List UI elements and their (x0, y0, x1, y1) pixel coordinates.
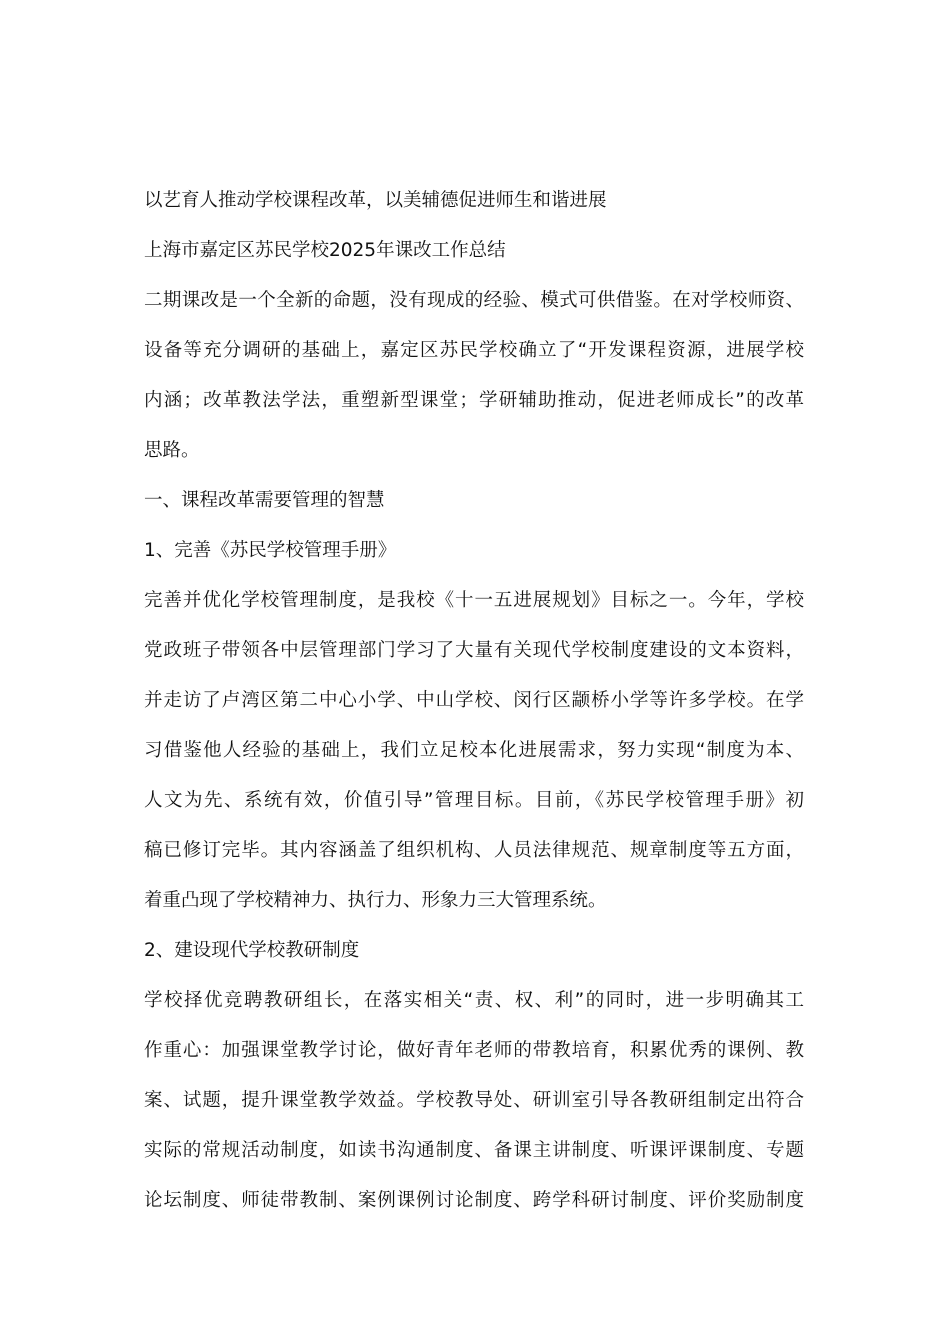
paragraph-line: 习借鉴他人经验的基础上，我们立足校本化进展需求，努力实现“制度为本、 (144, 740, 804, 761)
paragraph-line: 学校择优竞聘教研组长，在落实相关“责、权、利”的同时，进一步明确其工 (144, 990, 804, 1011)
document-body (144, 176, 804, 1226)
paragraph-line: 实际的常规活动制度，如读书沟通制度、备课主讲制度、听课评课制度、专题 (144, 1140, 804, 1161)
document-title: 以艺育人推动学校课程改革，以美辅德促进师生和谐进展 (144, 190, 607, 211)
paragraph-line: 并走访了卢湾区第二中心小学、中山学校、闵行区颛桥小学等许多学校。在学 (144, 690, 804, 711)
paragraph-line: 人文为先、系统有效，价值引导”管理目标。目前，《苏民学校管理手册》初 (144, 790, 804, 811)
paragraph-line: 内涵；改革教法学法，重塑新型课堂；学研辅助推动，促进老师成长”的改革 (144, 390, 804, 411)
paragraph-line: 论坛制度、师徒带教制、案例课例讨论制度、跨学科研讨制度、评价奖励制度 (144, 1190, 804, 1211)
paragraph-line: 作重心：加强课堂教学讨论，做好青年老师的带教培育，积累优秀的课例、教 (144, 1040, 804, 1061)
paragraph-line: 案、试题，提升课堂教学效益。学校教导处、研训室引导各教研组制定出符合 (144, 1090, 804, 1111)
paragraph-line: 完善并优化学校管理制度，是我校《十一五进展规划》目标之一。今年，学校 (144, 590, 804, 611)
paragraph-line: 思路。 (144, 440, 200, 461)
section-heading: 一、课程改革需要管理的智慧 (144, 490, 385, 511)
paragraph-line: 设备等充分调研的基础上，嘉定区苏民学校确立了“开发课程资源，进展学校 (144, 340, 804, 361)
item-heading: 2、建设现代学校教研制度 (144, 940, 360, 961)
paragraph-line: 着重凸现了学校精神力、执行力、形象力三大管理系统。 (144, 890, 607, 911)
paragraph-line: 稿已修订完毕。其内容涵盖了组织机构、人员法律规范、规章制度等五方面， (144, 840, 804, 861)
paragraph-line: 二期课改是一个全新的命题，没有现成的经验、模式可供借鉴。在对学校师资、 (144, 290, 804, 311)
item-heading: 1、完善《苏民学校管理手册》 (144, 540, 397, 561)
paragraph-line: 党政班子带领各中层管理部门学习了大量有关现代学校制度建设的文本资料， (144, 640, 804, 661)
document-subtitle: 上海市嘉定区苏民学校2025年课改工作总结 (144, 240, 506, 261)
